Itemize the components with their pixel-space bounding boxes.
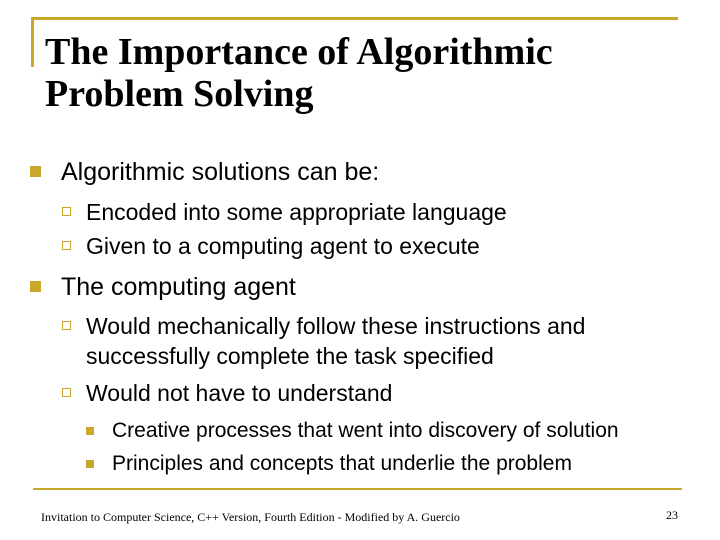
bullet-text: The computing agent — [61, 273, 296, 301]
title-frame-left-rule — [31, 17, 34, 67]
subbullet-text-line-2: successfully complete the task specified — [86, 343, 494, 369]
bullet-computing-agent — [61, 272, 296, 302]
slide-title-line-2: Problem Solving — [45, 73, 314, 115]
square-bullet-icon — [30, 281, 41, 292]
title-frame-top-rule — [31, 17, 678, 20]
subbullet-text-line-1: Would mechanically follow these instructions and — [86, 313, 586, 339]
bullet-algorithmic-solutions — [61, 157, 379, 187]
subbullet-not-understand — [86, 378, 392, 408]
square-bullet-icon — [30, 166, 41, 177]
subbullet-text: Would not have to understand — [86, 380, 393, 406]
square-bullet-icon — [86, 427, 94, 435]
hollow-square-bullet-icon — [62, 321, 71, 330]
slide-title-line-1: The Importance of Algorithmic — [45, 31, 553, 73]
subbullet-mechanically-follow-continued — [86, 341, 494, 371]
subsubbullet-principles — [112, 449, 572, 479]
hollow-square-bullet-icon — [62, 241, 71, 250]
subsubbullet-creative-processes — [112, 416, 619, 446]
slide-title — [45, 31, 553, 115]
subsubbullet-text: Principles and concepts that underlie the problem — [112, 452, 572, 475]
subsubbullet-text: Creative processes that went into discovery of solution — [112, 419, 619, 442]
square-bullet-icon — [86, 460, 94, 468]
hollow-square-bullet-icon — [62, 388, 71, 397]
hollow-square-bullet-icon — [62, 207, 71, 216]
footer-rule — [33, 488, 682, 490]
page-number: 23 — [666, 508, 678, 522]
footer-text: Invitation to Computer Science, C++ Version, Fourth Edition - Modified by A. Guercio — [41, 510, 460, 524]
bullet-text: Algorithmic solutions can be: — [61, 158, 380, 186]
subbullet-encoded — [86, 197, 507, 227]
subbullet-text: Encoded into some appropriate language — [86, 199, 507, 225]
subbullet-text: Given to a computing agent to execute — [86, 233, 480, 259]
subbullet-given — [86, 231, 480, 261]
subbullet-mechanically-follow — [86, 311, 585, 341]
